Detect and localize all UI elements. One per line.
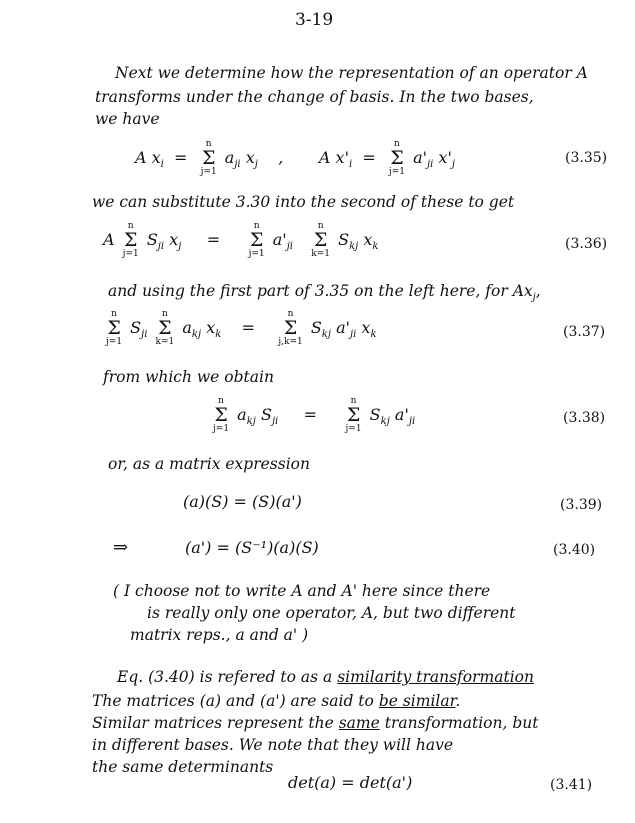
- summation-symbol: n Σ j=1: [345, 396, 362, 434]
- or-line: or, as a matrix expression: [108, 455, 310, 473]
- similarity-transformation-term: similarity transformation: [337, 668, 534, 686]
- note-line2: is really only one operator, A, but two different: [147, 604, 516, 622]
- para1-line2: transforms under the change of basis. In the two bases,: [95, 88, 534, 106]
- equation-3-38: n Σ j=1 $a_{kj}$ $S_{ji}$ = n Σ j=1 $S_{kj}$ $a'_{ji}$: [213, 396, 416, 434]
- final-para-line2: The matrices (a) and (a') are said to be similar.: [92, 692, 461, 710]
- implies-arrow: ⇒: [113, 537, 129, 558]
- final-para-line4: in different bases. We note that they will have: [92, 736, 454, 754]
- from-line: from which we obtain: [103, 368, 274, 386]
- summation-symbol: n Σ j,k=1: [278, 309, 303, 347]
- summation-symbol: n Σ j=1: [388, 139, 405, 177]
- final-para-line1: Eq. (3.40) is refered to as a similarity transformation: [117, 668, 534, 686]
- equation-number-3-37: (3.37): [563, 324, 606, 340]
- equation-3-37: n Σ j=1 $S_{ji}$ n Σ k=1 $a_{kj}$ $x_k$ = n Σ j,k=1 $S_{kj}$ $a'_{ji}$ $x_k$: [106, 309, 377, 347]
- equation-number-3-40: (3.40): [553, 542, 596, 558]
- substitute-line: we can substitute 3.30 into the second of these to get: [92, 193, 515, 211]
- page-number: 3-19: [295, 10, 334, 30]
- equation-number-3-38: (3.38): [563, 410, 606, 426]
- equation-number-3-36: (3.36): [565, 236, 608, 252]
- equation-number-3-35: (3.35): [565, 150, 608, 166]
- equation-3-35: A $x_i$ = n Σ j=1 $a_{ji}$ $x_j$ , A $x'_i$ = n Σ j=1 $a'_{ji}$ $x'_j$: [135, 139, 455, 177]
- final-para-line3: Similar matrices represent the same transformation, but: [92, 714, 539, 732]
- equation-3-36: A n Σ j=1 $S_{ji}$ $x_j$ = n Σ j=1 $a'_{ji}$ n Σ k=1 $S_{kj}$ $x_k$: [103, 221, 379, 259]
- using-line: and using the first part of 3.35 on the left here, for $Ax_j$,: [108, 282, 541, 304]
- final-para-line5: the same determinants: [92, 758, 274, 776]
- summation-symbol: n Σ k=1: [311, 221, 330, 259]
- summation-symbol: n Σ k=1: [155, 309, 175, 347]
- note-line3: matrix reps., a and a' ): [130, 626, 309, 644]
- equation-3-41: det(a) = det(a'): [288, 773, 413, 792]
- summation-symbol: n Σ j=1: [248, 221, 265, 259]
- para1-line3: we have: [95, 110, 160, 128]
- summation-symbol: n Σ j=1: [200, 139, 217, 177]
- equation-number-3-41: (3.41): [550, 777, 593, 793]
- summation-symbol: n Σ j=1: [106, 309, 123, 347]
- summation-symbol: n Σ j=1: [213, 396, 230, 434]
- note-line1: ( I choose not to write A and A' here since there: [113, 582, 491, 600]
- para1-line1: Next we determine how the representation of an operator A: [115, 64, 588, 82]
- equation-3-39: (a)(S) = (S)(a'): [183, 492, 302, 511]
- equation-number-3-39: (3.39): [560, 497, 603, 513]
- summation-symbol: n Σ j=1: [122, 221, 139, 259]
- equation-3-40: (a') = (S⁻¹)(a)(S): [185, 538, 319, 557]
